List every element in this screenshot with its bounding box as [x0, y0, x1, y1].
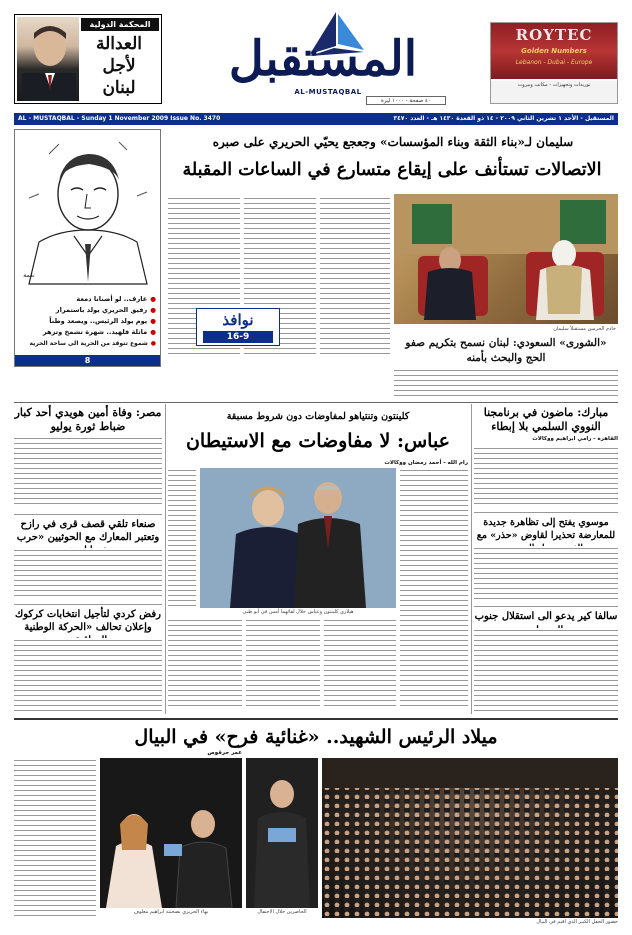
center-body-left — [168, 468, 196, 608]
right-h3: سالفا كير يدعو الى استقلال جنوب — [474, 611, 618, 622]
logo-english: AL-MUSTAQBAL — [294, 88, 362, 96]
center-headline: عباس: لا مفاوضات مع الاستيطان — [185, 430, 451, 452]
divider — [474, 512, 618, 513]
right-body-2 — [474, 546, 618, 602]
masthead — [0, 0, 632, 112]
bottom-caption-right: حضور الحفل الكبير الذي اقيم في البيال — [536, 919, 618, 925]
sidebar-box — [14, 129, 161, 367]
cartoon-signature: نعمة — [23, 272, 35, 279]
center-kicker: كلينتون وتنتياهو لمفاوضات دون شروط مسبقة — [226, 411, 410, 422]
center-body-bottom-1 — [168, 618, 242, 710]
center-body-right — [400, 468, 468, 708]
dateline-ar: المستقبل - الأحد ١ تشرين الثاني ٢٠٠٩ - ١٤ ذو القعدة ١٤٣٠ هـ - العدد ٣٤٧٠ — [393, 115, 614, 122]
tribunal-slogan-3: لبنان — [102, 78, 136, 98]
lead-photo — [394, 194, 618, 324]
bottom-left-scene-icon — [100, 758, 242, 908]
column-rule — [165, 404, 166, 714]
right-h2: موسوي يفتح إلى تظاهرة جديدة للمعارضة تحذيرا لقاوض «حذر» مع — [476, 517, 616, 541]
divider — [14, 402, 618, 403]
ad-brand: ROYTEC — [515, 26, 593, 44]
roytec-ad — [490, 22, 618, 104]
right-body-1 — [474, 446, 618, 508]
bottom-photo-audience — [322, 758, 618, 918]
cartoon-portrait-icon — [19, 134, 157, 292]
lead-photo-scene-icon — [394, 194, 618, 324]
bottom-byline: عمر حرقوص — [207, 750, 242, 756]
center-body-bottom-3 — [324, 618, 396, 710]
logo — [170, 8, 470, 104]
right-h1: مبارك: ماضون في برنامجنا النووي السلمي بلا إبطاء — [483, 406, 609, 433]
bottom-caption-mid: الحاضرين خلال الاحتفال — [257, 909, 307, 915]
sub-lead-body — [394, 368, 618, 396]
right-byline: القاهرة - رامي ابراهيم ووكالات — [532, 436, 618, 442]
lead-kicker: سليمان لـ«بناء الثقة وبناء المؤسسات» وجعجع يحيّي الحريري على صبره — [212, 135, 574, 149]
left-body-3 — [14, 638, 162, 712]
center-byline: رام الله - أحمد رمضان ووكالات — [384, 460, 468, 466]
price-box: ٤٠ صفحة - ١٠٠٠ ليرة — [366, 96, 446, 105]
hariri-cartoon — [19, 134, 157, 292]
bottom-caption-left: بهاء الحريري بصحبته ابراهيم معلوف — [133, 909, 209, 915]
left-h3: رفض كردي لتأجيل انتخابات كركوك وإعلان تحالف «الحركة الوطنية — [14, 609, 161, 633]
bottom-mid-scene-icon — [246, 758, 318, 908]
portrait-sketch-icon — [17, 17, 79, 101]
dateline-bar — [14, 113, 618, 125]
ad-strip: توريدات وتجهيزات - مكاتب وبيروت — [491, 81, 617, 103]
lead-headline: الاتصالات تستأنف على إيقاع متسارع في الساعات المقبلة — [182, 160, 602, 180]
right-body-3 — [474, 628, 618, 712]
hariri-portrait-small — [17, 17, 79, 101]
nawafidh-label: نوافذ — [222, 311, 254, 329]
audience-scene-icon — [322, 758, 618, 918]
left-h2: صنعاء تلقي قصف قرى في رازح وتعتبر المعارك مع الحوثيين «حرب — [16, 519, 160, 543]
ad-tagline: Golden Numbers — [521, 47, 587, 55]
sidebar-item[interactable]: ●عارف.. لو أضنانا دمعة — [76, 295, 156, 303]
center-photo-caption: هيلاري كلينتون وعباس خلال لقائهما أمس في أبو ظبي — [242, 609, 354, 615]
center-body-bottom-2 — [246, 618, 320, 710]
left-body-1 — [14, 436, 162, 508]
sidebar-list — [18, 294, 156, 349]
tribunal-slogan-2: لأجل — [102, 56, 136, 76]
sidebar-item[interactable]: ●رفيق الحريري يولد باستمرار — [55, 306, 156, 314]
sub-lead-headline: «الشورى» السعودي: لبنان نسمح بتكريم صفو الحج والبحث بأمنه — [405, 337, 607, 364]
nawafidh-box[interactable] — [196, 308, 280, 346]
logo-arabic: المستقبل — [228, 31, 418, 87]
lead-photo-caption: خادم الحرمين مستقبلاً سليمان — [553, 326, 616, 332]
sidebar-item[interactable]: ●ماثلة فلهيد.. شهرة تشمخ وتزهر — [42, 328, 156, 336]
center-photo-scene-icon — [200, 468, 396, 608]
sidebar-item[interactable]: ●يوم يولد الرئيس.. ويصعد وطناً — [49, 317, 156, 325]
tribunal-box — [14, 14, 162, 104]
lead-body-col3 — [320, 196, 390, 356]
dateline-en: AL - MUSTAQBAL - Sunday 1 November 2009 Issue No. 3470 — [18, 115, 221, 122]
divider — [14, 604, 162, 605]
bottom-headline: ميلاد الرئيس الشهيد.. «غنائية فرح» في البيال — [134, 726, 498, 748]
bottom-body-left — [14, 758, 96, 918]
bottom-photo-mid — [246, 758, 318, 908]
center-photo — [200, 468, 396, 608]
column-rule — [471, 404, 472, 714]
sidebar-page-ref[interactable]: 8 — [15, 355, 160, 366]
bottom-photo-left — [100, 758, 242, 908]
ad-sub: Lebanon - Dubai - Europe — [515, 59, 593, 66]
left-body-2 — [14, 548, 162, 600]
sidebar-item[interactable]: ●شموع تتوقد من الحرية الى ساحة الحرية — [29, 340, 156, 347]
divider — [474, 606, 618, 607]
left-h1: مصر: وفاة أمين هويدي أحد كبار ضباط ثورة يوليو — [14, 406, 162, 433]
tribunal-label: المحكمة الدولية — [81, 18, 159, 31]
divider — [14, 718, 618, 720]
tribunal-slogan-1: العدالة — [95, 34, 143, 54]
nawafidh-pages: 16-9 — [203, 331, 273, 343]
divider — [14, 514, 162, 515]
